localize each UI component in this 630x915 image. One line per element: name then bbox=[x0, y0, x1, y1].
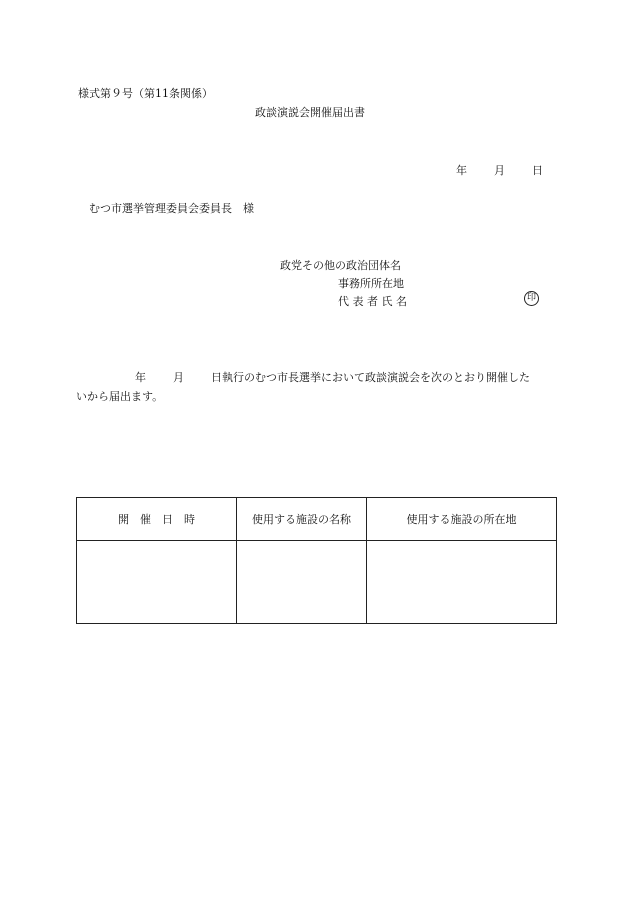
date-month: 月 bbox=[494, 164, 505, 177]
header-facility-name: 使用する施設の名称 bbox=[237, 498, 367, 541]
meeting-schedule-table bbox=[76, 497, 557, 624]
body-month: 月 bbox=[173, 371, 184, 384]
cell-facility-name[interactable] bbox=[237, 541, 367, 624]
party-name-label: 政党その他の政治団体名 bbox=[280, 259, 401, 272]
office-address-label: 事務所所在地 bbox=[338, 277, 404, 290]
date-year: 年 bbox=[456, 164, 467, 177]
seal-mark: 印 bbox=[524, 291, 539, 306]
body-rest: 日執行のむつ市長選挙において政談演説会を次のとおり開催した bbox=[211, 371, 530, 384]
document-title: 政談演説会開催届出書 bbox=[255, 106, 365, 119]
date-line bbox=[456, 162, 543, 178]
header-facility-address: 使用する施設の所在地 bbox=[367, 498, 557, 541]
table-header-row bbox=[77, 498, 557, 541]
form-number: 様式第９号（第11条関係） bbox=[78, 87, 213, 100]
addressee: むつ市選挙管理委員会委員長 様 bbox=[89, 202, 254, 215]
cell-facility-address[interactable] bbox=[367, 541, 557, 624]
representative-name-label: 代 表 者 氏 名 bbox=[338, 295, 407, 308]
body-text-line-1 bbox=[135, 369, 530, 385]
date-day: 日 bbox=[532, 164, 543, 177]
body-year: 年 bbox=[135, 371, 146, 384]
table-row bbox=[77, 541, 557, 624]
body-text-line-2: いから届出ます。 bbox=[76, 390, 164, 403]
header-datetime: 開 催 日 時 bbox=[77, 498, 237, 541]
cell-datetime[interactable] bbox=[77, 541, 237, 624]
